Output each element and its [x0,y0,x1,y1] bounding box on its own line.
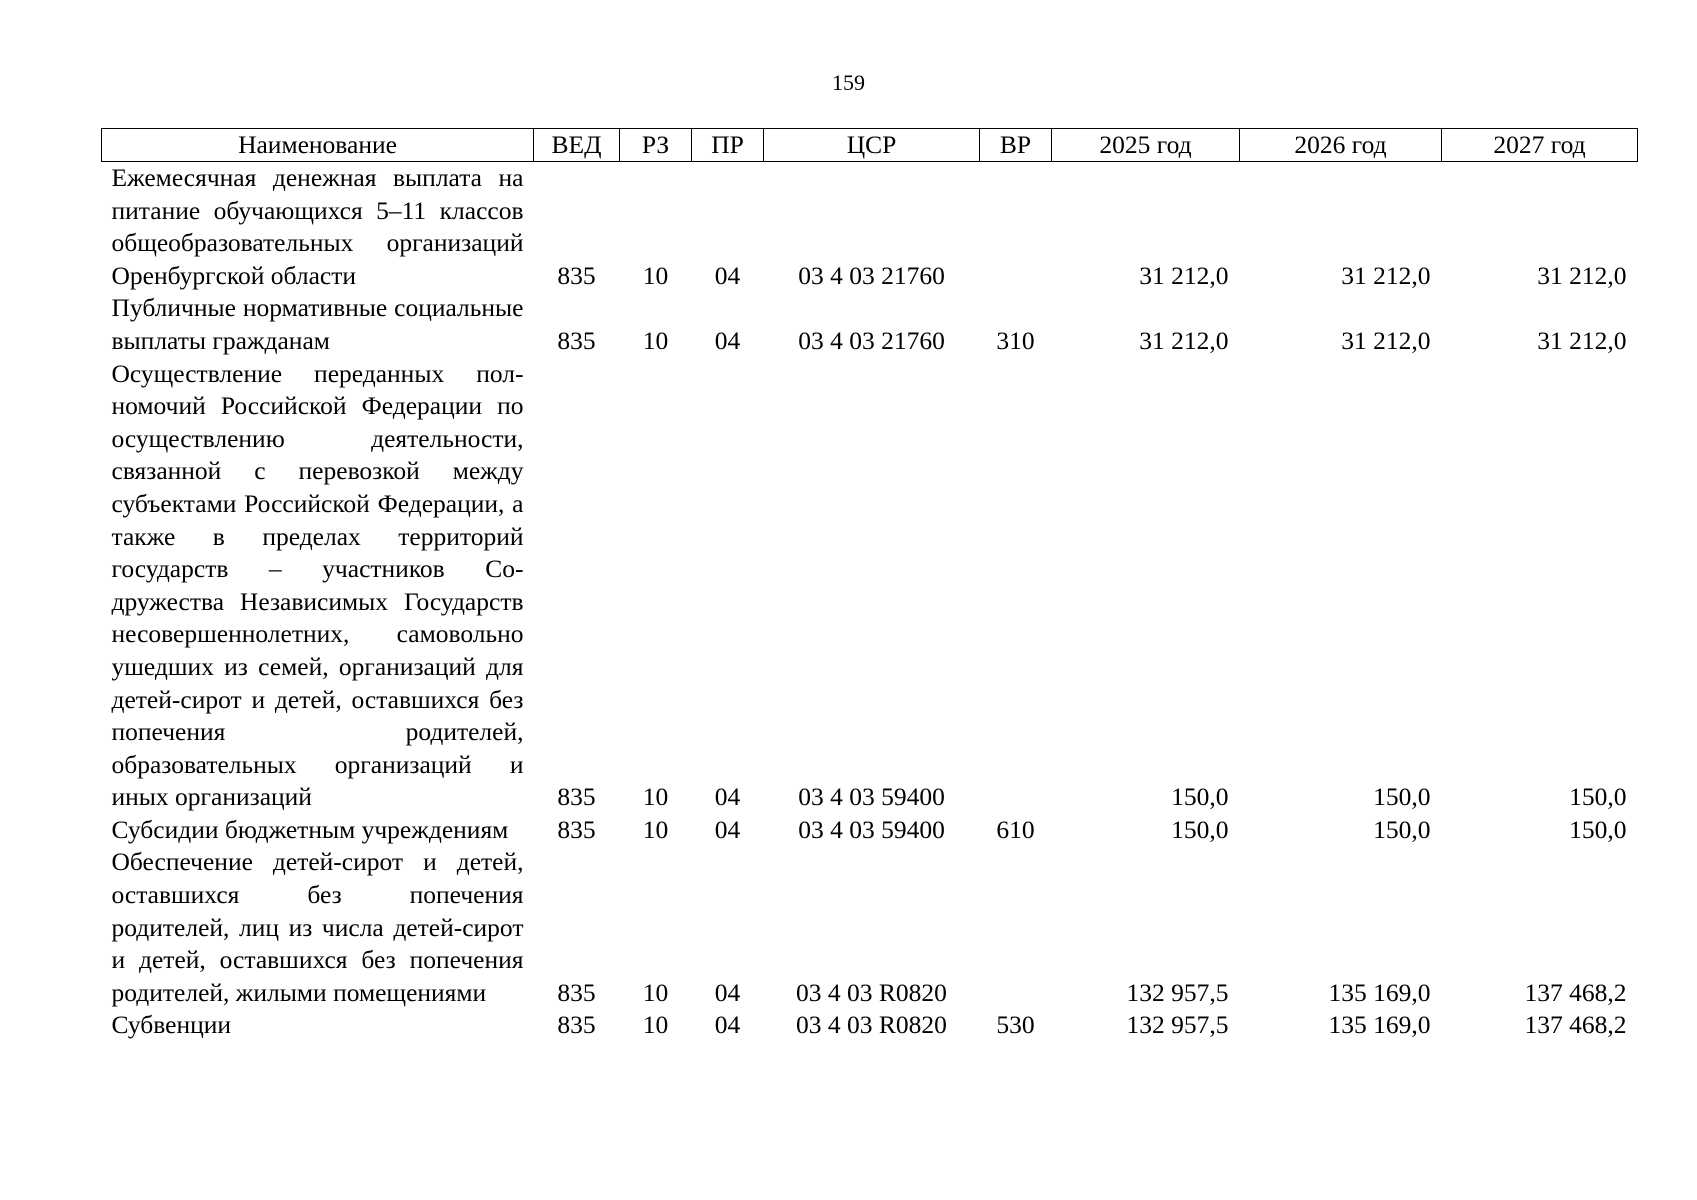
row-ved: 835 [557,325,596,355]
row-vr: 310 [996,325,1035,355]
row-rz: 10 [642,814,669,844]
header-ved: ВЕД [534,129,620,162]
page-number: 159 [832,70,865,95]
row-csr: 03 4 03 59400 [798,782,945,812]
row-vr [980,358,1052,814]
header-2026: 2026 год [1240,129,1442,162]
row-name: Осуществление переданных полномочий Российской Федерации по осуществлению деятельности, связанной с перевозкой между субъектами Российской Федерации, а также в пределах территорий государств – участников Содружества Независимых Государств несовершеннолетних, самовольно ушедших из семей, организаций для детей-сирот и детей, оставшихся без попечения родителей, образовательных организаций и иных организаций [111,358,524,812]
row-name: Субвенции [111,1010,232,1040]
header-vr: ВР [980,129,1052,162]
row-2027: 137 468,2 [1524,977,1627,1007]
row-2027: 31 212,0 [1537,325,1627,355]
row-2027: 150,0 [1569,782,1627,812]
row-pr: 04 [714,1010,741,1040]
row-pr: 04 [714,782,741,812]
row-2025: 31 212,0 [1139,260,1229,290]
row-2026: 150,0 [1373,814,1431,844]
row-rz: 10 [642,782,669,812]
row-2026: 135 169,0 [1328,1010,1431,1040]
table-row [102,292,1638,357]
row-csr: 03 4 03 R0820 [796,977,947,1007]
row-csr: 03 4 03 21760 [798,325,945,355]
row-pr: 04 [714,260,741,290]
header-2027: 2027 год [1442,129,1638,162]
row-2025: 150,0 [1171,814,1229,844]
row-name: Ежемесячная денежная выплата на питание обучающихся 5–11 классов общеобразовательных организаций Оренбургской области [111,163,524,290]
table-row [102,162,1638,293]
table-row [102,814,1638,847]
row-ved: 835 [557,782,596,812]
row-2025: 31 212,0 [1139,325,1229,355]
table-header-row [102,129,1638,162]
row-vr: 530 [996,1010,1035,1040]
row-name: Обеспечение детей-сирот и детей, оставшихся без попечения родителей, лиц из числа детей-сирот и детей, оставшихся без попечения родителей, жилыми помещениями [111,847,524,1007]
table-row [102,1009,1638,1042]
row-pr: 04 [714,977,741,1007]
row-rz: 10 [642,260,669,290]
row-2026: 31 212,0 [1341,260,1431,290]
row-2025: 150,0 [1171,782,1229,812]
row-csr: 03 4 03 R0820 [796,1010,947,1040]
row-rz: 10 [642,977,669,1007]
row-2026: 135 169,0 [1328,977,1431,1007]
header-rz: РЗ [620,129,692,162]
row-ved: 835 [557,977,596,1007]
row-csr: 03 4 03 21760 [798,260,945,290]
budget-table [101,128,1638,1042]
row-rz: 10 [642,325,669,355]
row-2026: 150,0 [1373,782,1431,812]
row-vr: 610 [996,814,1035,844]
header-2025: 2025 год [1052,129,1240,162]
row-rz: 10 [642,1010,669,1040]
row-pr: 04 [714,814,741,844]
row-2027: 150,0 [1569,814,1627,844]
header-pr: ПР [692,129,764,162]
row-vr [980,846,1052,1009]
row-ved: 835 [557,814,596,844]
row-2027: 31 212,0 [1537,260,1627,290]
row-vr [980,162,1052,293]
table-row [102,846,1638,1009]
row-name: Публичные нормативные социальные выплаты гражданам [111,293,524,355]
row-2026: 31 212,0 [1341,325,1431,355]
row-pr: 04 [714,325,741,355]
row-ved: 835 [557,1010,596,1040]
row-ved: 835 [557,260,596,290]
header-csr: ЦСР [764,129,980,162]
row-2027: 137 468,2 [1524,1010,1627,1040]
row-2025: 132 957,5 [1126,977,1229,1007]
header-name: Наименование [102,129,534,162]
row-csr: 03 4 03 59400 [798,814,945,844]
row-name: Субсидии бюджетным учреждениям [111,814,509,844]
row-2025: 132 957,5 [1126,1010,1229,1040]
table-row [102,358,1638,814]
